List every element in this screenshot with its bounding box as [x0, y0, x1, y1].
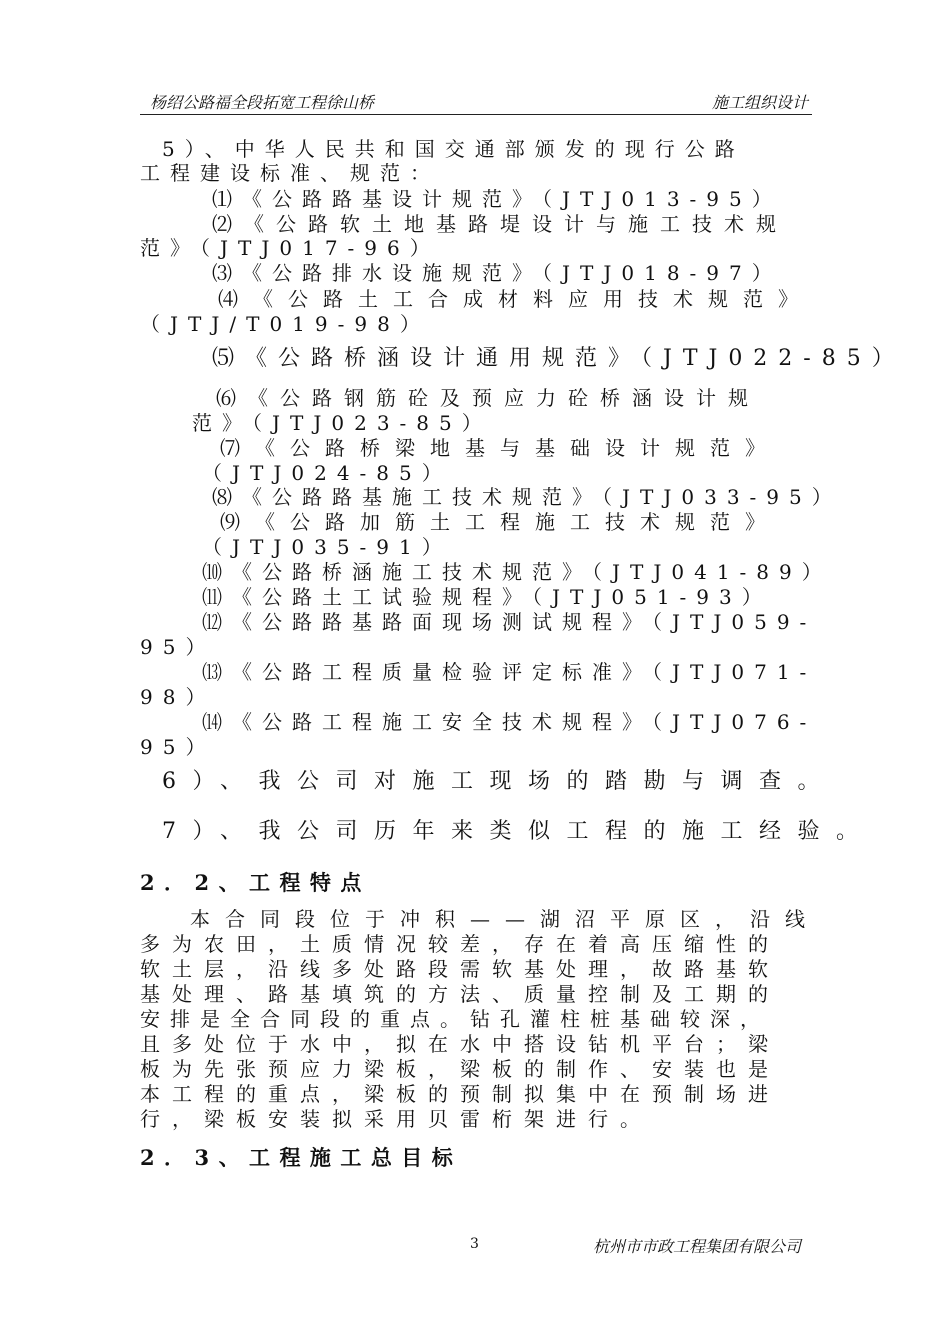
paragraph-line-9: 行，梁板安装拟采用贝雷桁架进行。	[140, 1107, 652, 1131]
standard-item-9: ⑼《公路加筋土工程施工技术规范》	[220, 510, 780, 534]
standard-item-5: ⑸《公路桥涵设计通用规范》（JTJ022-85）	[212, 346, 905, 371]
standard-item-1: ⑴《公路路基设计规范》（JTJ013-95）	[212, 187, 782, 211]
standard-item-9-cont: （JTJ035-91）	[202, 535, 452, 559]
standard-item-11: ⑾《公路土工试验规程》（JTJ051-93）	[202, 585, 772, 609]
standard-item-3: ⑶《公路排水设施规范》（JTJ018-97）	[212, 261, 782, 285]
standard-item-2: ⑵《公路软土地基路堤设计与施工技术规	[212, 212, 788, 236]
standard-item-7: ⑺《公路桥梁地基与基础设计规范》	[220, 436, 780, 460]
page-number: 3	[470, 1236, 479, 1252]
standard-item-12: ⑿《公路路基路面现场测试规程》（JTJ059-	[202, 610, 817, 634]
standard-item-14-cont: 95）	[140, 735, 216, 759]
paragraph-line-7: 板为先张预应力梁板，梁板的制作、安装也是	[140, 1057, 780, 1081]
standard-item-6: ⑹《公路钢筋砼及预应力砼桥涵设计规	[216, 386, 760, 410]
standard-item-4-cont: （JTJ/T019-98）	[140, 312, 430, 336]
paragraph-line-2: 多为农田，土质情况较差，存在着高压缩性的	[140, 932, 780, 956]
standard-item-13: ⒀《公路工程质量检验评定标准》（JTJ071-	[202, 660, 817, 684]
standard-item-7-cont: （JTJ024-85）	[202, 461, 452, 485]
section-heading-2-3: 2．3、工程施工总目标	[140, 1145, 463, 1170]
footer-company: 杭州市市政工程集团有限公司	[593, 1237, 802, 1256]
standard-item-6-cont: 范》（JTJ023-85）	[192, 411, 492, 435]
section-heading-2-2: 2．2、工程特点	[140, 870, 371, 895]
paragraph-line-8: 本工程的重点，梁板的预制拟集中在预制场进	[140, 1082, 780, 1106]
paragraph-line-4: 基处理、路基填筑的方法、质量控制及工期的	[140, 982, 780, 1006]
list-item-7: 7）、我公司历年来类似工程的施工经验。	[162, 819, 875, 844]
paragraph-line-1: 本合同段位于冲积——湖沼平原区，沿线	[190, 907, 820, 931]
standard-item-8: ⑻《公路路基施工技术规范》（JTJ033-95）	[212, 485, 842, 509]
standard-item-12-cont: 95）	[140, 635, 216, 659]
list-item-6: 6）、我公司对施工现场的踏勘与调查。	[162, 769, 836, 794]
standard-item-10: ⑽《公路桥涵施工技术规范》（JTJ041-89）	[202, 560, 832, 584]
page-header	[140, 88, 812, 115]
list-item-5-cont: 工程建设标准、规范：	[140, 161, 440, 185]
paragraph-line-3: 软土层，沿线多处路段需软基处理，故路基软	[140, 957, 780, 981]
standard-item-2-cont: 范》（JTJ017-96）	[140, 236, 440, 260]
header-project-title: 杨绍公路福全段拓宽工程徐山桥	[150, 93, 375, 112]
paragraph-line-6: 且多处位于水中，拟在水中搭设钻机平台；梁	[140, 1032, 780, 1056]
list-item-5: 5）、中华人民共和国交通部颁发的现行公路	[162, 137, 745, 161]
standard-item-13-cont: 98）	[140, 685, 216, 709]
header-doc-title: 施工组织设计	[711, 93, 808, 112]
paragraph-line-5: 安排是全合同段的重点。钻孔灌柱桩基础较深，	[140, 1007, 770, 1031]
standard-item-14: ⒁《公路工程施工安全技术规程》（JTJ076-	[202, 710, 817, 734]
standard-item-4: ⑷《公路土工合成材料应用技术规范》	[218, 287, 813, 311]
